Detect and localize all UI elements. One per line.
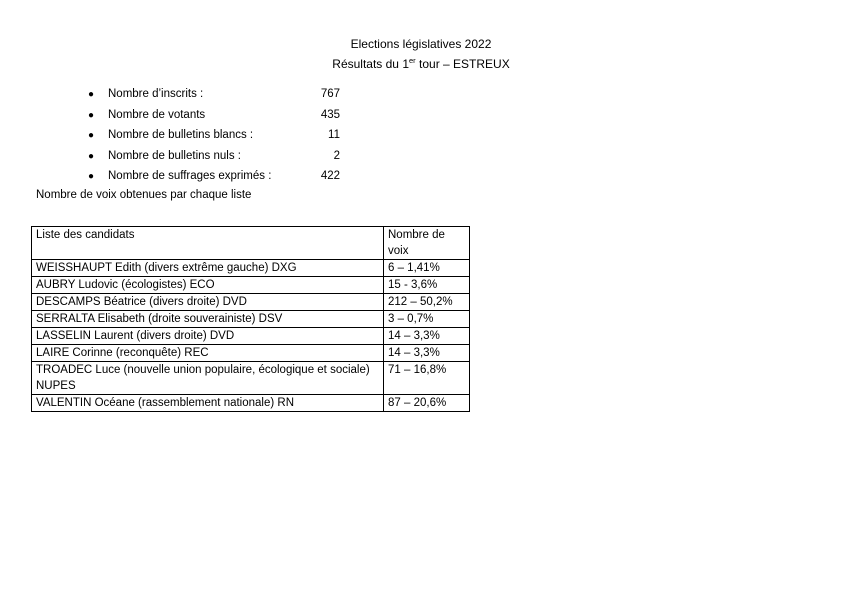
results-table — [31, 226, 470, 412]
stat-label: Nombre de bulletins blancs : — [108, 129, 254, 142]
table-row — [32, 395, 470, 412]
table-row — [32, 328, 470, 345]
document-title — [0, 36, 842, 53]
stat-value: 2 — [333, 149, 340, 162]
candidate-cell: LAIRE Corinne (reconquête) REC — [32, 345, 384, 362]
bullet-icon: ● — [88, 89, 95, 100]
title-line2-end: tour – ESTREUX — [415, 57, 510, 71]
votes-cell: 71 – 16,8% — [384, 362, 470, 395]
stat-label: Nombre de votants — [108, 108, 206, 121]
bullet-icon: ● — [88, 130, 95, 142]
stat-value: 422 — [320, 170, 340, 183]
table-row — [32, 362, 470, 395]
table-header-row — [32, 227, 470, 260]
votes-cell: 15 - 3,6% — [384, 277, 470, 294]
section-heading: Nombre de voix obtenues par chaque liste — [36, 189, 252, 201]
votes-cell: 6 – 1,41% — [384, 260, 470, 277]
votes-cell: 212 – 50,2% — [384, 294, 470, 311]
candidate-cell: WEISSHAUPT Edith (divers extrême gauche) DXG — [32, 260, 384, 277]
candidate-cell: AUBRY Ludovic (écologistes) ECO — [32, 277, 384, 294]
stat-value: 767 — [320, 88, 340, 100]
document-subtitle — [0, 56, 842, 73]
bullet-icon: ● — [88, 150, 95, 162]
votes-cell: 14 – 3,3% — [384, 345, 470, 362]
stat-item — [88, 107, 348, 128]
stat-label: Nombre d’inscrits : — [108, 88, 204, 100]
candidate-cell: TROADEC Luce (nouvelle union populaire, écologique et sociale) NUPES — [32, 362, 384, 395]
votes-cell: 87 – 20,6% — [384, 395, 470, 412]
candidate-cell: VALENTIN Océane (rassemblement nationale) RN — [32, 395, 384, 412]
votes-cell: 3 – 0,7% — [384, 311, 470, 328]
bullet-icon: ● — [88, 109, 95, 121]
candidate-cell: SERRALTA Elisabeth (droite souverainiste) DSV — [32, 311, 384, 328]
header-candidates: Liste des candidats — [32, 227, 384, 260]
bullet-icon: ● — [88, 171, 95, 183]
stat-item — [88, 168, 348, 189]
table-row — [32, 277, 470, 294]
table-row — [32, 294, 470, 311]
title-line2-start: Résultats du 1 — [332, 57, 409, 71]
stat-item — [88, 127, 348, 148]
votes-cell: 14 – 3,3% — [384, 328, 470, 345]
table-row — [32, 345, 470, 362]
candidate-cell: LASSELIN Laurent (divers droite) DVD — [32, 328, 384, 345]
stat-value: 435 — [320, 108, 340, 121]
stat-label: Nombre de suffrages exprimés : — [108, 170, 272, 183]
stat-label: Nombre de bulletins nuls : — [108, 149, 241, 162]
title-line1: Elections législatives 2022 — [350, 37, 492, 51]
table-row — [32, 311, 470, 328]
title-line2-superscript: er — [409, 56, 416, 65]
stat-item — [88, 86, 348, 107]
header-votes: Nombre de voix — [384, 227, 470, 260]
candidate-cell: DESCAMPS Béatrice (divers droite) DVD — [32, 294, 384, 311]
stats-list — [88, 86, 348, 189]
table-row — [32, 260, 470, 277]
stat-item — [88, 148, 348, 169]
stat-value: 11 — [328, 129, 340, 142]
